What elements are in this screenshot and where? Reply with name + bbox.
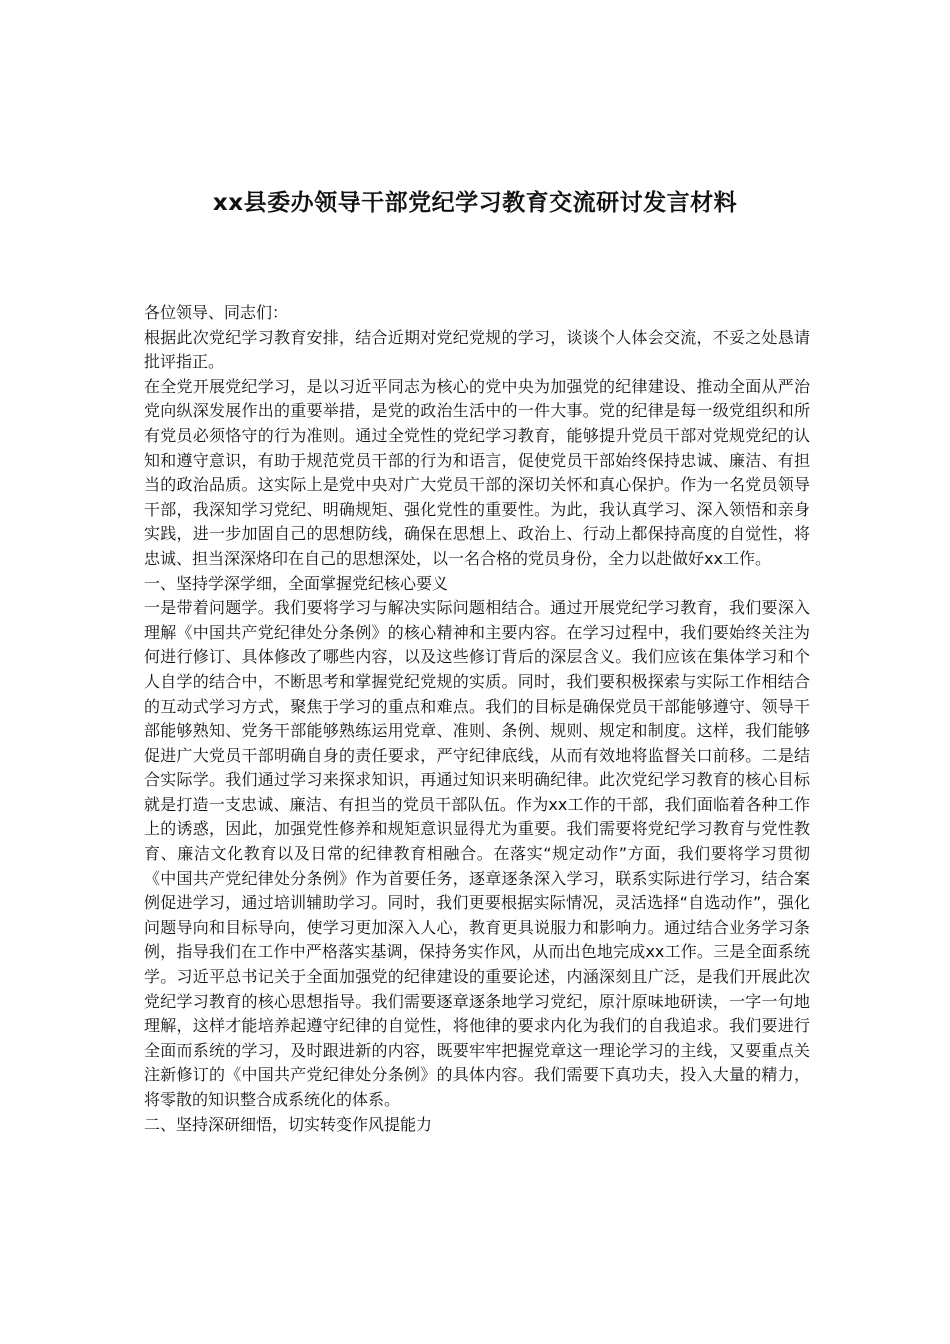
section-heading-2: 二、坚持深研细悟，切实转变作风提能力 bbox=[144, 1114, 433, 1134]
document-title: xx县委办领导干部党纪学习教育交流研讨发言材料 bbox=[212, 190, 738, 216]
paragraph-section-1: 一是带着问题学。我们要将学习与解决实际问题相结合。通过开展党纪学习教育，我们要深入理解《中国共产党纪律处分条例》的核心精神和主要内容。在学习过程中，我们要始终关注为何进行修订、具体修改了哪些内容，以及这些修订背后的深层含义。我们应该在集体学习和个人自学的结合中，不断思考和掌握党纪党规的实质。同时，我们要积极探索与实际工作相结合的互动式学习方式，聚焦于学习的重点和难点。我们的目标是确保党员干部能够遵守、领导干部能够熟知、党务干部能够熟练运用党章、准则、条例、规则、规定和制度。这样，我们能够促进广大党员干部明确自身的责任要求，严守纪律底线，从而有效地将监督关口前移。二是结合实际学。我们通过学习来探求知识，再通过知识来明确纪律。此次党纪学习教育的核心目标就是打造一支忠诚、廉洁、有担当的党员干部队伍。作为xx工作的干部，我们面临着各种工作上的诱惑，因此，加强党性修养和规矩意识显得尤为重要。我们需要将党纪学习教育与党性教育、廉洁文化教育以及日常的纪律教育相融合。在落实“规定动作”方面，我们要将学习贯彻《中国共产党纪律处分条例》作为首要任务，逐章逐条深入学习，联系实际进行学习，结合案例促进学习，通过培训辅助学习。同时，我们更要根据实际情况，灵活选择“自选动作”，强化问题导向和目标导向，使学习更加深入人心，教育更具说服力和影响力。通过结合业务学习条例，指导我们在工作中严格落实基调，保持务实作风，从而出色地完成xx工作。三是全面系统学。习近平总书记关于全面加强党的纪律建设的重要论述，内涵深刻且广泛，是我们开展此次党纪学习教育的核心思想指导。我们需要逐章逐条地学习党纪，原汁原味地研读，一字一句地理解，这样才能培养起遵守纪律的自觉性，将他律的要求内化为我们的自我追求。我们要进行全面而系统的学习，及时跟进新的内容，既要牢牢把握党章这一理论学习的主线，又要重点关注新修订的《中国共产党纪律处分条例》的具体内容。我们需要下真功夫，投入大量的精力，将零散的知识整合成系统化的体系。 bbox=[144, 598, 810, 1109]
paragraph-background: 在全党开展党纪学习，是以习近平同志为核心的党中央为加强党的纪律建设、推动全面从严治党向纵深发展作出的重要举措，是党的政治生活中的一件大事。党的纪律是每一级党组织和所有党员必须恪守的行为准则。通过全党性的党纪学习教育，能够提升党员干部对党规党纪的认知和遵守意识，有助于规范党员干部的行为和语言，促使党员干部始终保持忠诚、廉洁、有担当的政治品质。这实际上是党中央对广大党员干部的深切关怀和真心保护。作为一名党员领导干部，我深知学习党纪、明确规矩、强化党性的重要性。为此，我认真学习、深入领悟和亲身实践，进一步加固自己的思想防线，确保在思想上、政治上、行动上都保持高度的自觉性，将忠诚、担当深深烙印在自己的思想深处，以一名合格的党员身份，全力以赴做好xx工作。 bbox=[144, 376, 810, 568]
paragraph-intro: 根据此次党纪学习教育安排，结合近期对党纪党规的学习，谈谈个人体会交流，不妥之处恳请批评指正。 bbox=[144, 327, 810, 372]
salutation: 各位领导、同志们： bbox=[144, 303, 289, 322]
section-heading-1: 一、坚持学深学细，全面掌握党纪核心要义 bbox=[144, 573, 449, 593]
document-body bbox=[144, 301, 810, 1137]
